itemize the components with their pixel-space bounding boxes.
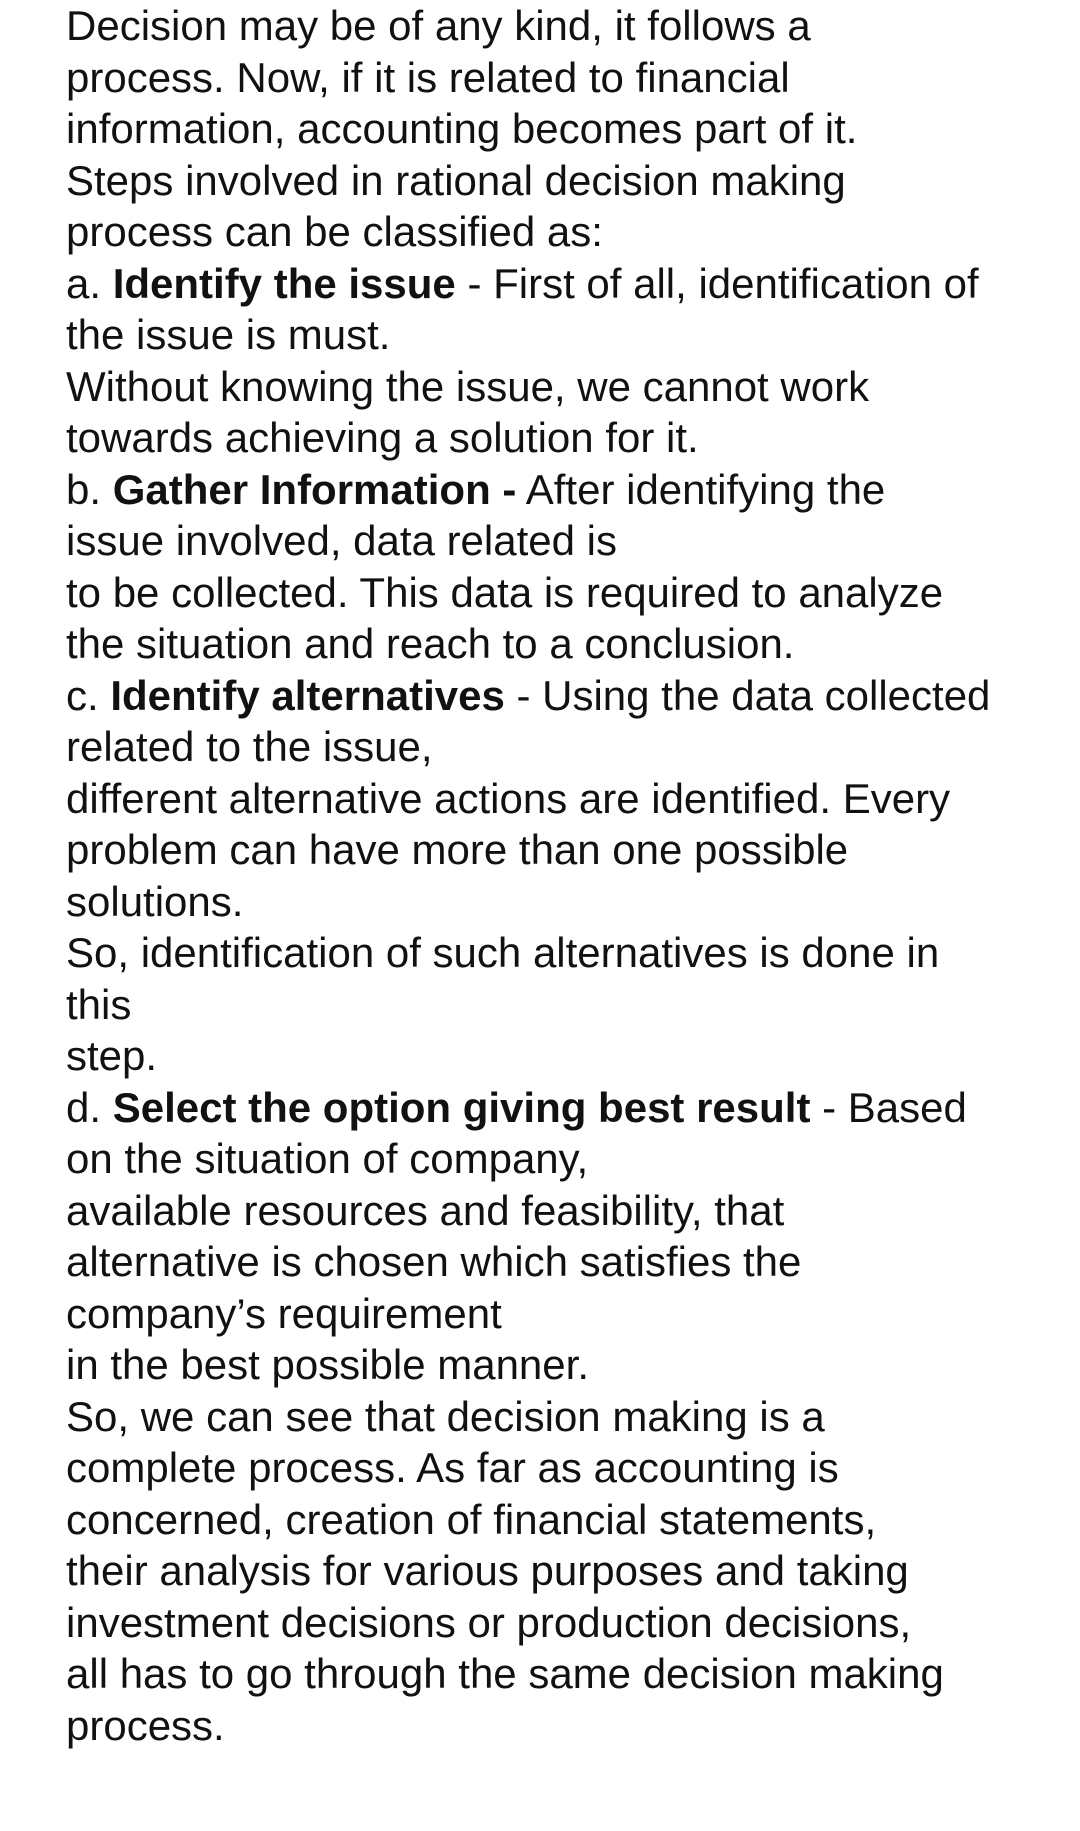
text-line: company’s requirement xyxy=(66,1289,502,1337)
step-b-line xyxy=(66,464,1066,516)
text-line: process. xyxy=(66,1701,225,1749)
step-d-line xyxy=(66,1082,1066,1134)
document-text xyxy=(66,0,1066,1751)
text-line: problem can have more than one possible xyxy=(66,826,849,873)
step-b-text: After identifying the xyxy=(516,465,886,513)
step-c-marker: c. xyxy=(66,671,111,719)
text-line: So, we can see that decision making is a xyxy=(66,1392,825,1440)
text-line: available resources and feasibility, that xyxy=(66,1186,785,1234)
step-c-text: - Using the data collected xyxy=(504,671,991,719)
text-line: different alternative actions are identified. Every xyxy=(66,774,951,822)
step-a-heading: Identify the issue xyxy=(112,259,456,307)
text-line: investment decisions or production decisions, xyxy=(66,1598,912,1646)
text-line: in the best possible manner. xyxy=(66,1341,589,1388)
text-line: solutions. xyxy=(66,877,244,925)
text-line: the issue is must. xyxy=(66,311,391,358)
text-line: their analysis for various purposes and taking xyxy=(66,1547,909,1594)
step-a-line xyxy=(66,258,1066,310)
text-line: Decision may be of any kind, it follows a xyxy=(66,2,811,49)
text-line: complete process. As far as accounting is xyxy=(66,1444,839,1491)
text-line: issue involved, data related is xyxy=(66,517,617,564)
step-b-heading: Gather Information - xyxy=(112,465,517,513)
text-line: all has to go through the same decision making xyxy=(66,1650,944,1697)
text-line: process. Now, if it is related to financial xyxy=(66,53,790,101)
text-line: towards achieving a solution for it. xyxy=(66,414,699,461)
text-line: Without knowing the issue, we cannot work xyxy=(66,362,870,410)
step-c-heading: Identify alternatives xyxy=(110,671,505,719)
text-line: related to the issue, xyxy=(66,723,433,770)
text-line: information, accounting becomes part of it. xyxy=(66,105,858,152)
text-line: process can be classified as: xyxy=(66,208,603,255)
step-d-marker: d. xyxy=(66,1083,113,1131)
text-line: alternative is chosen which satisfies the xyxy=(66,1238,802,1285)
step-b-marker: b. xyxy=(66,465,113,513)
text-line: to be collected. This data is required to analyze xyxy=(66,568,944,616)
step-a-marker: a. xyxy=(66,259,113,307)
step-c-line xyxy=(66,670,1066,722)
text-line: this xyxy=(66,980,132,1028)
text-line: step. xyxy=(66,1032,158,1079)
text-line: the situation and reach to a conclusion. xyxy=(66,620,795,667)
step-a-text: - First of all, identification of xyxy=(455,259,979,307)
text-line: So, identification of such alternatives is done in xyxy=(66,929,940,976)
step-d-text: - Based xyxy=(810,1083,967,1131)
text-line: Steps involved in rational decision making xyxy=(66,156,846,204)
text-line: concerned, creation of financial statements, xyxy=(66,1495,877,1543)
step-d-heading: Select the option giving best result xyxy=(112,1083,811,1131)
text-line: on the situation of company, xyxy=(66,1135,589,1182)
